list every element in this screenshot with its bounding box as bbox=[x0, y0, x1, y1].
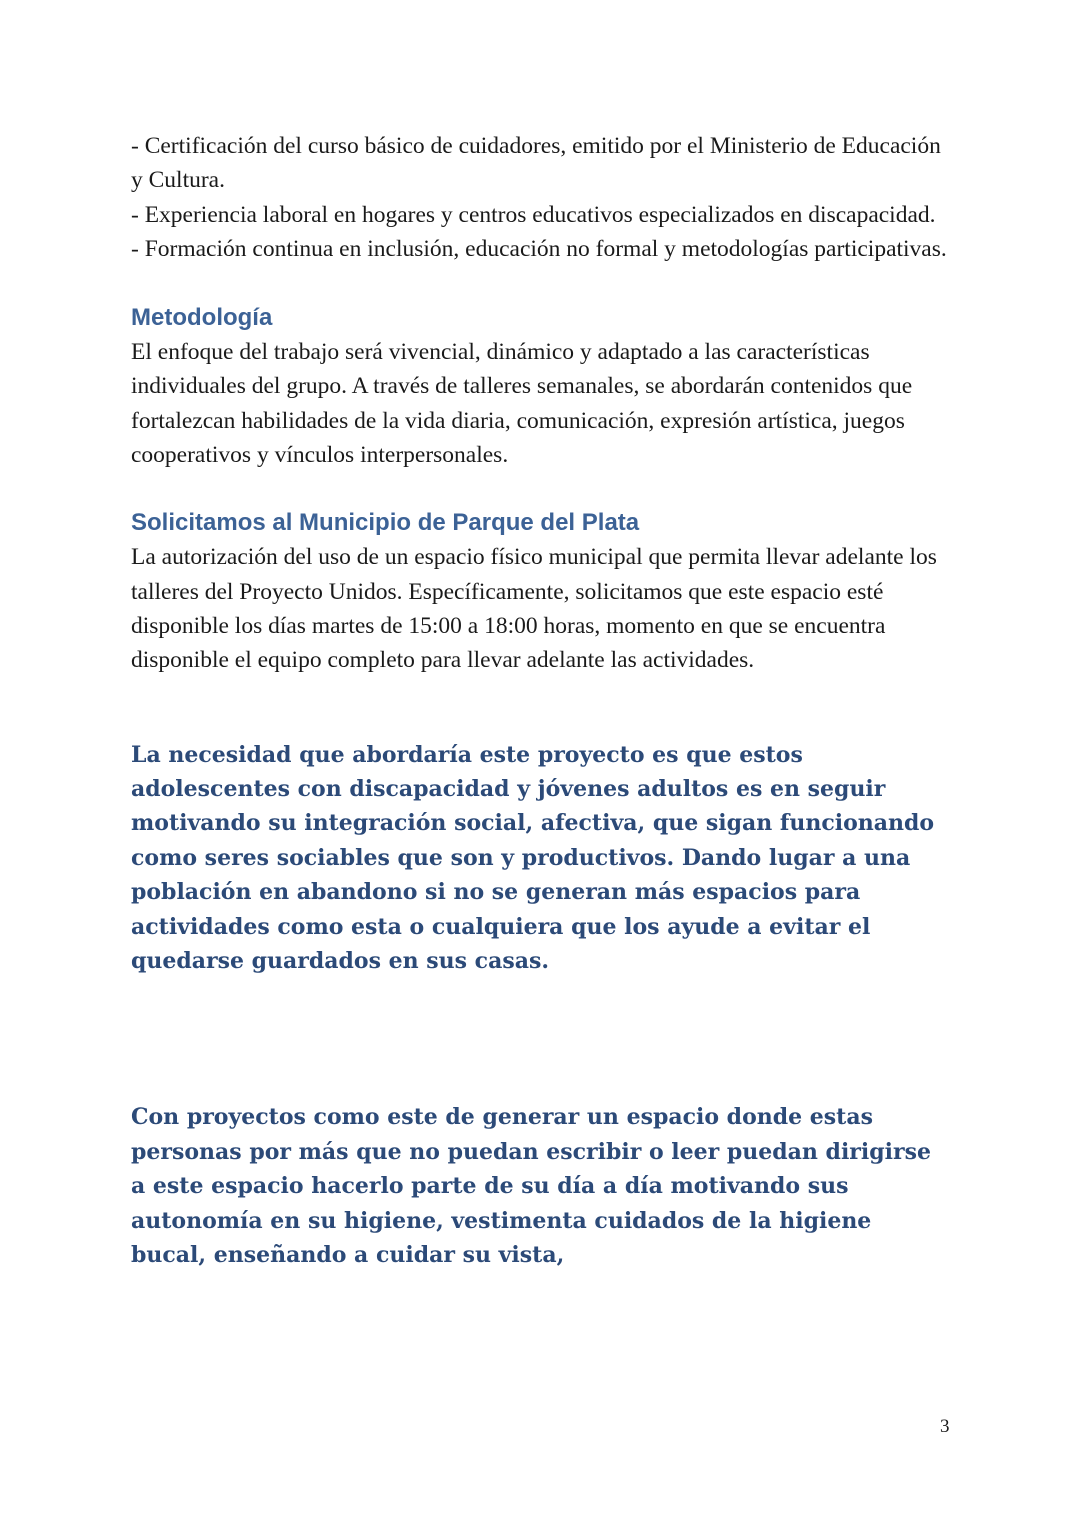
qualifications-list bbox=[131, 129, 951, 266]
methodology-paragraph: El enfoque del trabajo será vivencial, dinámico y adaptado a las características individuales del grupo. A través de talleres semanales, se abordarán contenidos que fortalezcan habilidades de la vida diaria, comunicación, expresión artística, juegos cooperativos y vínculos interpersonales. bbox=[131, 339, 913, 469]
need-paragraph: La necesidad que abordaría este proyecto es que estos adolescentes con discapacidad y jóvenes adultos es en seguir motivando su integración social, afectiva, que sigan funcionando como seres sociables que son y productivos. Dando lugar a una población en abandono si no se generan más espacios para actividades como esta o cualquiera que los ayude a evitar el quedarse guardados en sus casas. bbox=[131, 741, 935, 974]
page-number: 3 bbox=[940, 1416, 950, 1437]
projects-paragraph: Con proyectos como este de generar un espacio donde estas personas por más que no puedan escribir o leer puedan dirigirse a este espacio hacerlo parte de su día a día motivando sus autonomía en su higiene, vestimenta cuidados de la higiene bucal, enseñando a cuidar su vista, bbox=[131, 1104, 931, 1269]
qualification-item: - Experiencia laboral en hogares y centros educativos especializados en discapacidad. bbox=[131, 201, 936, 228]
methodology-heading: Metodología bbox=[131, 304, 273, 332]
request-paragraph: La autorización del uso de un espacio físico municipal que permita llevar adelante los talleres del Proyecto Unidos. Específicamente, solicitamos que este espacio esté disponible los días martes de 15:00 a 18:00 horas, momento en que se encuentra disponible el equipo completo para llevar adelante las actividades. bbox=[131, 544, 937, 674]
page-content bbox=[131, 129, 951, 1272]
qualification-item: - Certificación del curso básico de cuidadores, emitido por el Ministerio de Educación y Cultura. bbox=[131, 133, 941, 194]
request-heading: Solicitamos al Municipio de Parque del Plata bbox=[131, 509, 640, 537]
qualification-item: - Formación continua en inclusión, educación no formal y metodologías participativas. bbox=[131, 235, 947, 262]
